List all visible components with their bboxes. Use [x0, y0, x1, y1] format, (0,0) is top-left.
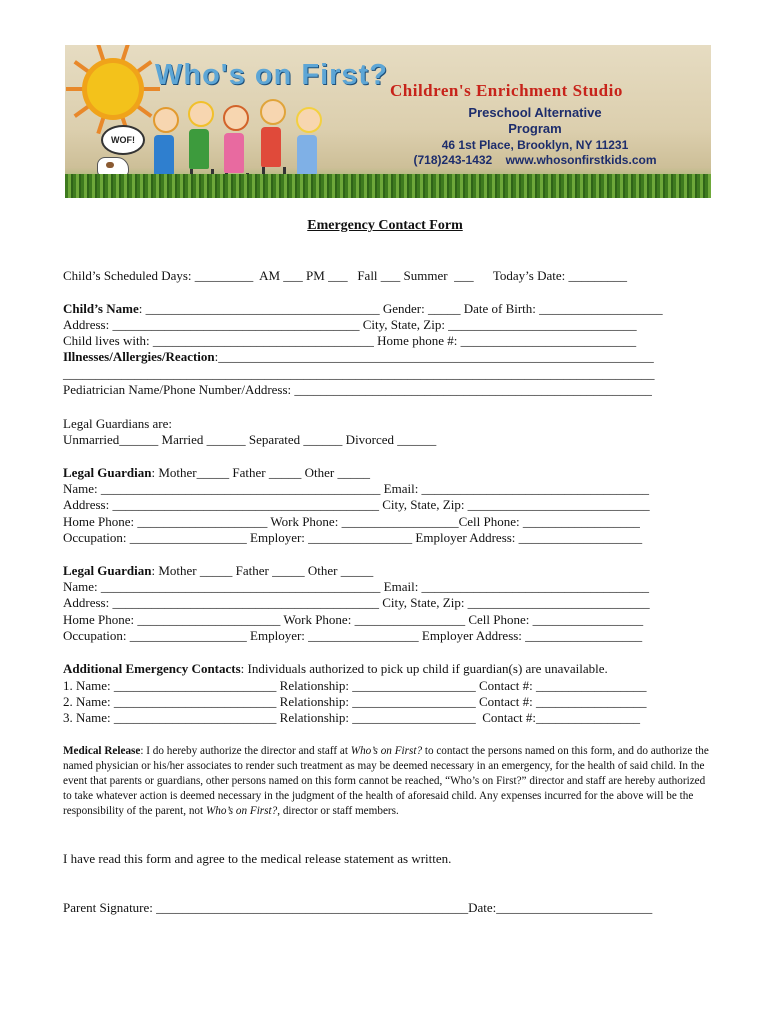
brand-logo-text: Who's on First?: [155, 59, 388, 91]
guardian-2-address-line[interactable]: Address: _________________________________________ City, State, Zip: ____________________________: [63, 595, 650, 610]
studio-website: www.whosonfirstkids.com: [505, 153, 657, 167]
guardian-2-occupation-line[interactable]: Occupation: __________________ Employer: _________________ Employer Address: __________________: [63, 628, 643, 643]
studio-contact: [375, 153, 695, 167]
guardian-1-label: Legal Guardian: [63, 465, 152, 480]
medical-release-paragraph: [63, 744, 713, 819]
child-lives-with-line[interactable]: Child lives with: __________________________________ Home phone #: ___________________________: [63, 333, 637, 348]
header-banner: [65, 45, 711, 198]
sun-ray-icon: [66, 87, 84, 91]
illnesses-label: Illnesses/Allergies/Reaction: [63, 349, 215, 364]
guardian-2-phone-line[interactable]: Home Phone: ______________________ Work Phone: _________________ Cell Phone: _________________: [63, 612, 644, 627]
medical-text-2: to contact the persons named on this form, and do authorize the named physician or his/her associates to render such treatment as may be deemed necessary in an emergency, for the health of said child. In the event that parents or guardians, other persons named on this form cannot be reached, “Who’s on First?” director and staff are hereby authorized to take whatever action is deemed necessary in the judgment of the health of aforesaid child. Any expenses incurred for the above will be the responsibility of the parent, not: [63, 745, 709, 817]
studio-phone: (718)243-1432: [413, 153, 493, 167]
scheduled-days-line[interactable]: Child’s Scheduled Days: _________ AM ___ PM ___ Fall ___ Summer ___ Today’s Date: _________: [63, 268, 627, 283]
child-name-label: Child’s Name: [63, 301, 139, 316]
illnesses-continuation-line[interactable]: ___________________________________________________________________________________________: [63, 366, 655, 381]
child-name-fields[interactable]: : ____________________________________ Gender: _____ Date of Birth: ___________________: [138, 301, 663, 316]
kid-figure-icon: [257, 99, 285, 185]
guardian-1-line[interactable]: [63, 465, 370, 481]
signature-line[interactable]: Parent Signature: ________________________________________________Date:________________________: [63, 900, 653, 915]
guardian-1-name-line[interactable]: Name: ___________________________________________ Email: ___________________________________: [63, 481, 650, 496]
guardian-1-occupation-line[interactable]: Occupation: __________________ Employer: ________________ Employer Address: ___________________: [63, 530, 643, 545]
guardian-1-type[interactable]: : Mother_____ Father _____ Other _____: [151, 465, 370, 480]
grass-decoration: [65, 174, 711, 198]
illnesses-field[interactable]: :___________________________________________________________________: [214, 349, 654, 364]
child-name-line[interactable]: [63, 301, 663, 317]
guardian-2-label: Legal Guardian: [63, 563, 152, 578]
pediatrician-line[interactable]: Pediatrician Name/Phone Number/Address: _______________________________________________________: [63, 382, 652, 397]
medical-text-3: , director or staff members.: [277, 805, 399, 817]
guardian-1-phone-line[interactable]: Home Phone: ____________________ Work Phone: __________________Cell Phone: __________________: [63, 514, 640, 529]
contact-1-line[interactable]: 1. Name: _________________________ Relationship: ___________________ Contact #: _________________: [63, 678, 647, 693]
sun-icon: [87, 63, 139, 115]
additional-contacts-desc: : Individuals authorized to pick up child if guardian(s) are unavailable.: [240, 661, 608, 676]
sun-ray-icon: [135, 60, 152, 74]
marital-status-line[interactable]: Unmarried______ Married ______ Separated ______ Divorced ______: [63, 432, 437, 447]
contact-3-line[interactable]: 3. Name: _________________________ Relationship: ___________________ Contact #:________________: [63, 710, 641, 725]
form-title: Emergency Contact Form: [307, 218, 463, 233]
sun-ray-icon: [74, 60, 91, 74]
speech-bubble: WOF!: [101, 125, 145, 155]
agreement-statement: I have read this form and agree to the medical release statement as written.: [63, 851, 452, 866]
legal-guardians-heading: Legal Guardians are:: [63, 416, 173, 431]
contact-2-line[interactable]: 2. Name: _________________________ Relationship: ___________________ Contact #: _________________: [63, 694, 647, 709]
illnesses-line[interactable]: [63, 349, 654, 365]
guardian-2-type[interactable]: : Mother _____ Father _____ Other _____: [151, 563, 374, 578]
guardian-1-address-line[interactable]: Address: _________________________________________ City, State, Zip: ____________________________: [63, 497, 650, 512]
additional-contacts-label: Additional Emergency Contacts: [63, 661, 241, 676]
guardian-2-line[interactable]: [63, 563, 373, 579]
sun-ray-icon: [97, 45, 106, 62]
guardian-2-name-line[interactable]: Name: ___________________________________________ Email: ___________________________________: [63, 579, 650, 594]
studio-name: Children's Enrichment Studio: [390, 81, 623, 100]
sun-ray-icon: [120, 45, 129, 62]
medical-text-1: : I do hereby authorize the director and staff at: [140, 745, 351, 757]
medical-brand-1: Who’s on First?: [350, 745, 423, 757]
program-line-2: Program: [508, 121, 562, 136]
medical-brand-2: Who’s on First?: [205, 805, 278, 817]
studio-address: 46 1st Place, Brooklyn, NY 11231: [441, 138, 629, 152]
additional-contacts-heading: [63, 661, 608, 677]
program-line-1: Preschool Alternative: [468, 105, 602, 120]
child-address-line[interactable]: Address: ______________________________________ City, State, Zip: _____________________________: [63, 317, 637, 332]
medical-release-label: Medical Release: [63, 745, 141, 757]
sun-ray-icon: [74, 104, 91, 118]
